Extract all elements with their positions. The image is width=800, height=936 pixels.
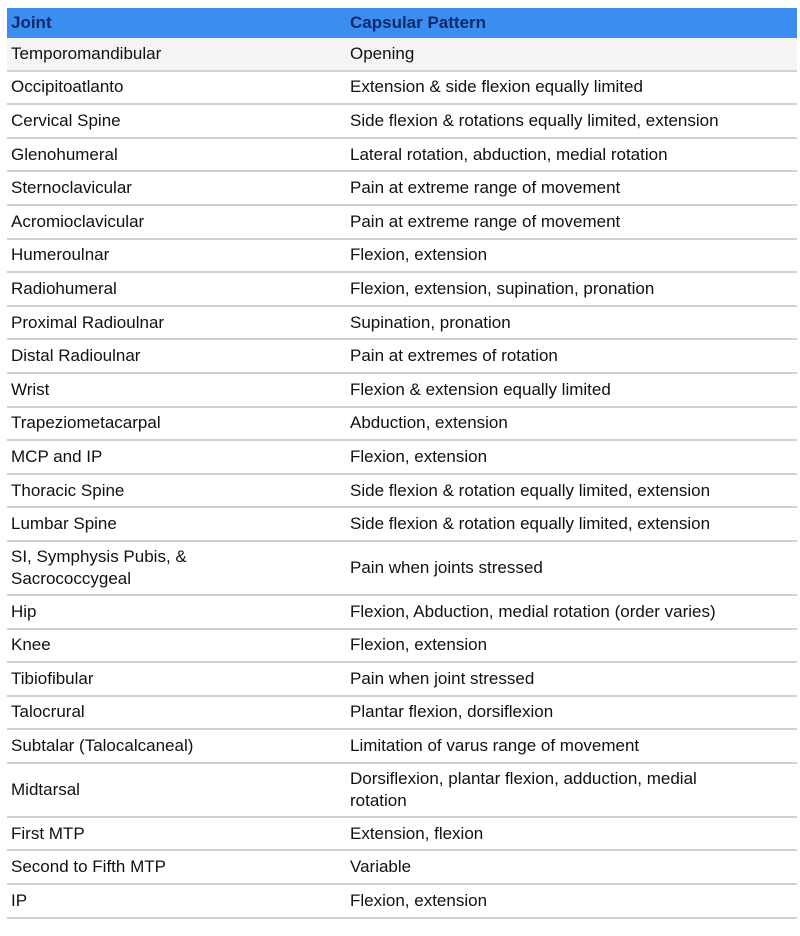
capsular-pattern-cell: Flexion, extension, supination, pronation [346, 272, 797, 306]
capsular-pattern-cell: Lateral rotation, abduction, medial rotation [346, 138, 797, 172]
capsular-pattern-cell: Flexion, extension [346, 629, 797, 663]
capsular-pattern-cell: Flexion & extension equally limited [346, 373, 797, 407]
joint-cell: Talocrural [7, 696, 346, 730]
table-row [7, 373, 797, 407]
table-row [7, 171, 797, 205]
capsular-pattern-cell: Variable [346, 850, 797, 884]
joint-cell: Hip [7, 595, 346, 629]
table-row [7, 239, 797, 273]
capsular-pattern-cell: Plantar flexion, dorsiflexion [346, 696, 797, 730]
joint-cell: Trapeziometacarpal [7, 407, 346, 441]
table-row [7, 817, 797, 851]
capsular-pattern-cell: Opening [346, 38, 797, 71]
capsular-pattern-cell: Limitation of varus range of movement [346, 729, 797, 763]
joint-cell: Sternoclavicular [7, 171, 346, 205]
capsular-pattern-cell: Flexion, extension [346, 440, 797, 474]
capsular-pattern-cell: Supination, pronation [346, 306, 797, 340]
table-row [7, 507, 797, 541]
capsular-pattern-cell: Side flexion & rotation equally limited, extension [346, 507, 797, 541]
table-row [7, 474, 797, 508]
table-row [7, 440, 797, 474]
capsular-pattern-cell: Flexion, extension [346, 239, 797, 273]
capsular-pattern-table [7, 8, 797, 919]
table-row [7, 729, 797, 763]
table-row [7, 339, 797, 373]
capsular-pattern-cell: Dorsiflexion, plantar flexion, adduction, medial rotation [346, 763, 797, 817]
table-body [7, 38, 797, 918]
table-row [7, 662, 797, 696]
capsular-pattern-cell: Abduction, extension [346, 407, 797, 441]
joint-cell: Humeroulnar [7, 239, 346, 273]
table-row [7, 541, 797, 595]
table-row [7, 763, 797, 817]
capsular-pattern-cell: Flexion, extension [346, 884, 797, 918]
capsular-pattern-cell: Pain at extreme range of movement [346, 171, 797, 205]
capsular-pattern-cell: Extension & side flexion equally limited [346, 71, 797, 105]
joint-cell: IP [7, 884, 346, 918]
joint-cell: Tibiofibular [7, 662, 346, 696]
header-joint: Joint [7, 8, 346, 38]
capsular-pattern-cell: Flexion, Abduction, medial rotation (order varies) [346, 595, 797, 629]
table-row [7, 38, 797, 71]
table-row [7, 205, 797, 239]
joint-cell: Glenohumeral [7, 138, 346, 172]
joint-cell: Lumbar Spine [7, 507, 346, 541]
table-row [7, 696, 797, 730]
joint-cell: Midtarsal [7, 763, 346, 817]
table-row [7, 272, 797, 306]
capsular-pattern-table-container [7, 8, 797, 919]
joint-cell: First MTP [7, 817, 346, 851]
joint-cell: Radiohumeral [7, 272, 346, 306]
joint-cell: Acromioclavicular [7, 205, 346, 239]
table-row [7, 629, 797, 663]
table-row [7, 104, 797, 138]
joint-cell: Second to Fifth MTP [7, 850, 346, 884]
joint-cell: Occipitoatlanto [7, 71, 346, 105]
capsular-pattern-cell: Pain at extreme range of movement [346, 205, 797, 239]
table-row [7, 71, 797, 105]
joint-cell: Temporomandibular [7, 38, 346, 71]
table-row [7, 850, 797, 884]
capsular-pattern-cell: Side flexion & rotations equally limited, extension [346, 104, 797, 138]
joint-cell: Distal Radioulnar [7, 339, 346, 373]
table-row [7, 595, 797, 629]
header-capsular-pattern: Capsular Pattern [346, 8, 797, 38]
capsular-pattern-cell: Pain when joint stressed [346, 662, 797, 696]
joint-cell: SI, Symphysis Pubis, & Sacrococcygeal [7, 541, 346, 595]
joint-cell: Proximal Radioulnar [7, 306, 346, 340]
joint-cell: Wrist [7, 373, 346, 407]
joint-cell: Thoracic Spine [7, 474, 346, 508]
capsular-pattern-cell: Pain at extremes of rotation [346, 339, 797, 373]
capsular-pattern-cell: Side flexion & rotation equally limited, extension [346, 474, 797, 508]
table-row [7, 407, 797, 441]
capsular-pattern-cell: Pain when joints stressed [346, 541, 797, 595]
table-row [7, 884, 797, 918]
table-row [7, 306, 797, 340]
joint-cell: MCP and IP [7, 440, 346, 474]
joint-cell: Knee [7, 629, 346, 663]
table-header-row [7, 8, 797, 38]
joint-cell: Cervical Spine [7, 104, 346, 138]
table-row [7, 138, 797, 172]
capsular-pattern-cell: Extension, flexion [346, 817, 797, 851]
joint-cell: Subtalar (Talocalcaneal) [7, 729, 346, 763]
